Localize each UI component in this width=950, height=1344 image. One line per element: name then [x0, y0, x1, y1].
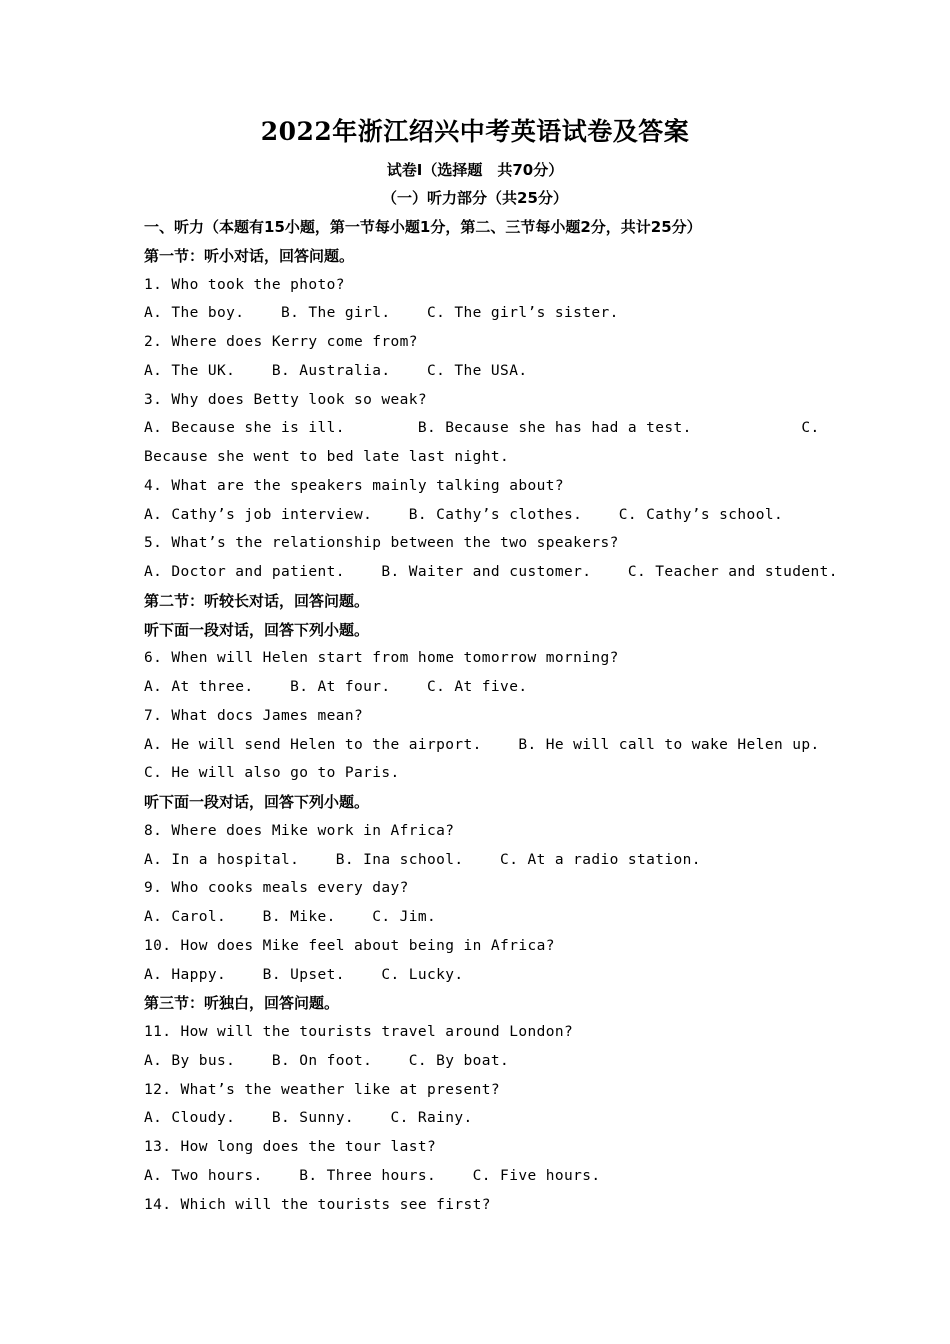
question-line: A. Because she is ill. B. Because she has had a test. C. [144, 420, 820, 437]
paper-section-title: 试卷Ⅰ（选择题 共70分） [386, 161, 564, 179]
question-line: A. Carol. B. Mike. C. Jim. [144, 909, 437, 925]
question-line: 2. Where does Kerry come from? [144, 334, 418, 350]
document-title: 2022年浙江绍兴中考英语试卷及答案 [260, 117, 690, 146]
question-line: 7. What docs James mean? [144, 707, 364, 724]
question-line: A. At three. B. At four. C. At five. [144, 679, 528, 695]
question-line: 9. Who cooks meals every day? [144, 880, 409, 897]
question-line: 10. How does Mike feel about being in Africa? [144, 937, 555, 954]
question-line: A. Happy. B. Upset. C. Lucky. [144, 966, 464, 983]
question-line: 4. What are the speakers mainly talking about? [144, 477, 564, 494]
question-line: A. By bus. B. On foot. C. By boat. [144, 1052, 510, 1069]
question-line: A. In a hospital. B. Ina school. C. At a radio station. [144, 851, 701, 868]
question-line: A. Doctor and patient. B. Waiter and customer. C. Teacher and student. [144, 564, 838, 580]
section-heading: 听下面一段对话，回答下列小题。 [144, 793, 370, 811]
question-line: Because she went to bed late last night. [144, 449, 510, 465]
section-heading: 第三节：听独白，回答问题。 [144, 994, 340, 1013]
question-line: A. He will send Helen to the airport. B. He will call to wake Helen up. [144, 736, 820, 753]
question-line: C. He will also go to Paris. [144, 765, 400, 782]
question-line: 1. Who took the photo? [144, 276, 345, 293]
section-heading: 第一节：听小对话，回答问题。 [144, 246, 355, 265]
question-line: 11. How will the tourists travel around London? [144, 1024, 574, 1040]
question-line: A. The boy. B. The girl. C. The girl’s sister. [144, 305, 619, 322]
section-heading: 第二节：听较长对话，回答问题。 [144, 591, 370, 610]
question-line: A. Two hours. B. Three hours. C. Five hours. [144, 1167, 601, 1184]
section-heading: 听下面一段对话，回答下列小题。 [144, 620, 370, 639]
question-line: 6. When will Helen start from home tomorrow morning? [144, 650, 619, 667]
question-line: A. The UK. B. Australia. C. The USA. [144, 362, 528, 379]
section-heading: 一、听力（本题有15小题，第一节每小题1分，第二、三节每小题2分，共计25分） [144, 218, 702, 236]
question-line: 3. Why does Betty look so weak? [144, 391, 428, 408]
question-line: 12. What’s the weather like at present? [144, 1081, 501, 1098]
question-line: 14. Which will the tourists see first? [144, 1196, 491, 1213]
listening-part-title: （一）听力部分（共25分） [382, 189, 568, 207]
question-line: A. Cloudy. B. Sunny. C. Rainy. [144, 1110, 473, 1127]
question-line: 5. What’s the relationship between the two speakers? [144, 535, 619, 552]
question-line: A. Cathy’s job interview. B. Cathy’s clothes. C. Cathy’s school. [144, 506, 784, 523]
question-line: 8. Where does Mike work in Africa? [144, 822, 455, 839]
question-line: 13. How long does the tour last? [144, 1139, 437, 1155]
